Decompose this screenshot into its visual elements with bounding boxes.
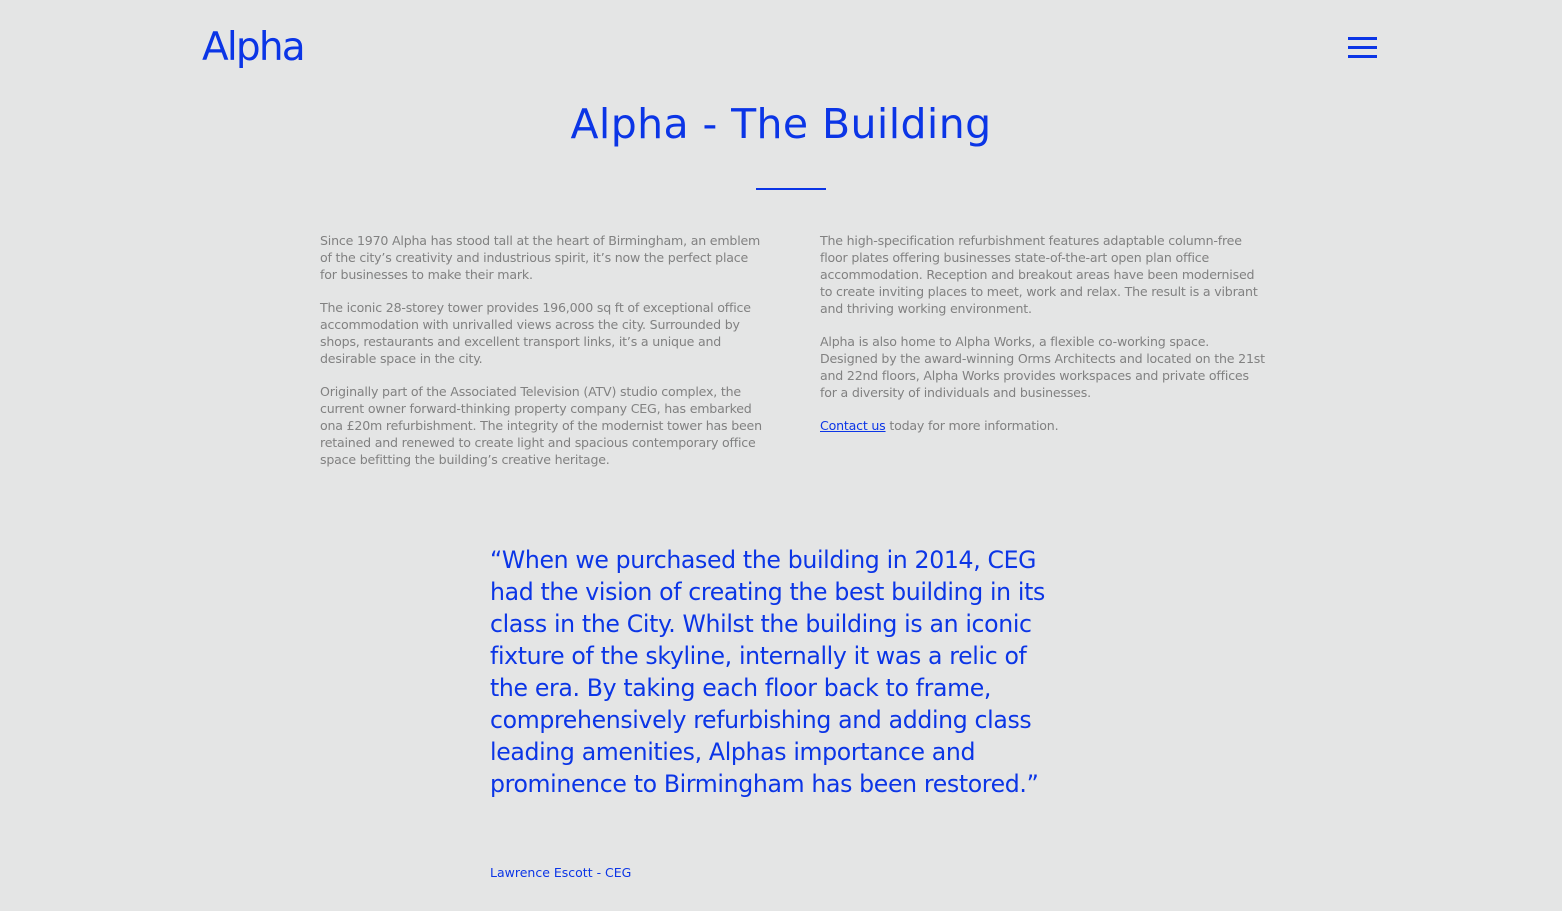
menu-bar-middle: [1348, 46, 1377, 49]
alpha-logo[interactable]: Alpha: [202, 25, 304, 70]
intro-right-column: [820, 232, 1265, 450]
intro-paragraph: The iconic 28-storey tower provides 196,000 sq ft of exceptional office accommodation with unrivalled views across the city. Surrounded by shops, restaurants and excellent transport links, it’s a unique and desirable space in the city.: [320, 300, 751, 366]
intro-paragraph: Originally part of the Associated Television (ATV) studio complex, the current owner forward-thinking property company CEG, has embarked ona £20m refurbishment. The integrity of the modernist tower has been retained and renewed to create light and spacious contemporary office space befitting the building’s creative heritage.: [320, 384, 762, 467]
contact-paragraph: [820, 417, 1265, 434]
intro-paragraph: Since 1970 Alpha has stood tall at the heart of Birmingham, an emblem of the city’s creativity and industrious spirit, it’s now the perfect place for businesses to make their mark.: [320, 233, 761, 282]
title-divider: [756, 188, 826, 190]
quote-author: Lawrence Escott - CEG: [490, 865, 632, 880]
intro-left-column: [320, 232, 765, 484]
menu-bar-bottom: [1348, 55, 1377, 58]
page-title: Alpha - The Building: [570, 100, 992, 148]
intro-paragraph: The high-specification refurbishment features adaptable column-free floor plates offering businesses state-of-the-art open plan office accommodation. Reception and breakout areas have been modernised to create inviting places to meet, work and relax. The result is a vibrant and thriving working environment.: [820, 233, 1258, 316]
hamburger-menu-icon[interactable]: [1348, 37, 1377, 60]
ceg-quote: “When we purchased the building in 2014, CEG had the vision of creating the best building in its class in the City. Whilst the building is an iconic fixture of the skyline, internally it was a relic of the era. By taking each floor back to frame, comprehensively refurbishing and adding class leading amenities, Alphas importance and prominence to Birmingham has been restored.”: [490, 546, 1045, 798]
menu-bar-top: [1348, 37, 1377, 40]
contact-us-link[interactable]: Contact us: [820, 418, 886, 433]
intro-paragraph: Alpha is also home to Alpha Works, a flexible co-working space. Designed by the award-winning Orms Architects and located on the 21st and 22nd floors, Alpha Works provides workspaces and private offices for a diversity of individuals and businesses.: [820, 334, 1265, 400]
contact-suffix-text: today for more information.: [885, 418, 1059, 433]
